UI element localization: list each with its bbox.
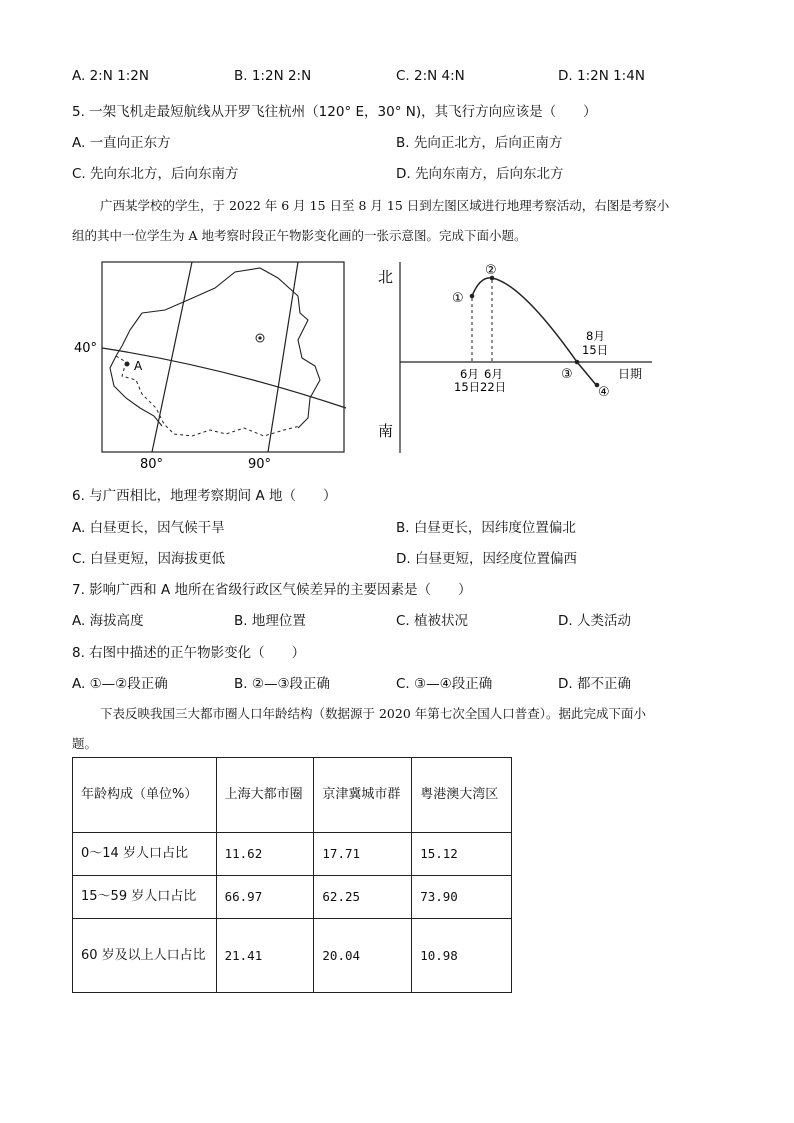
table-cell: 66.97 (216, 876, 314, 919)
table-header-row (73, 758, 512, 833)
q4-option-d: D. 1:2N 1:4N (558, 68, 645, 84)
table-row (73, 833, 512, 876)
north-label: 北 (378, 268, 394, 286)
table-cell: 21.41 (216, 919, 314, 993)
marker-4: ④ (598, 385, 610, 400)
q7-option-c: C. 植被状况 (396, 613, 469, 629)
date-jun22-day: 22日 (480, 380, 507, 394)
q7-option-a: A. 海拔高度 (72, 613, 144, 629)
q6-stem: 6. 与广西相比，地理考察期间 A 地（ ） (72, 488, 337, 504)
q6-option-c: C. 白昼更短，因海拔更低 (72, 551, 226, 567)
q8-option-c: C. ③—④段正确 (396, 676, 493, 692)
point-a-label: A (134, 359, 143, 373)
table-cell: 15.12 (412, 833, 512, 876)
intro1-line1: 广西某学校的学生，于 2022 年 6 月 15 日至 8 月 15 日到左图区域进行地理考察活动，右图是考察小 (100, 198, 670, 213)
region-map (70, 258, 355, 473)
q8-option-d: D. 都不正确 (558, 676, 631, 692)
intro2-line1: 下表反映我国三大都市圈人口年龄结构（数据源于 2020 年第七次全国人口普查）。据此完成下面小 (100, 706, 647, 721)
table-header-cell: 年龄构成（单位%） (73, 758, 217, 833)
meridian-90 (268, 262, 298, 452)
table-cell: 15～59 岁人口占比 (73, 876, 217, 919)
table-cell: 62.25 (314, 876, 412, 919)
q5-option-d: D. 先向东南方，后向东北方 (396, 166, 564, 182)
table-cell: 11.62 (216, 833, 314, 876)
q5-option-c: C. 先向东北方，后向东南方 (72, 166, 239, 182)
q5-option-b: B. 先向正北方，后向正南方 (396, 135, 563, 151)
table-cell: 17.71 (314, 833, 412, 876)
table-row (73, 876, 512, 919)
table-cell: 20.04 (314, 919, 412, 993)
date-jun15-day: 15日 (454, 380, 481, 394)
q8-option-b: B. ②—③段正确 (234, 676, 331, 692)
population-table (72, 757, 512, 993)
marker-3: ③ (561, 367, 573, 382)
lon-label-90: 90° (248, 457, 272, 472)
date-aug15-day: 15日 (582, 343, 609, 357)
date-jun15-month: 6月 (460, 367, 479, 381)
q6-option-d: D. 白昼更短，因经度位置偏西 (396, 551, 577, 567)
table-cell: 0～14 岁人口占比 (73, 833, 217, 876)
date-aug15-month: 8月 (586, 329, 605, 343)
q6-option-b: B. 白昼更长，因纬度位置偏北 (396, 520, 576, 536)
q8-option-a: A. ①—②段正确 (72, 676, 168, 692)
south-label: 南 (378, 422, 394, 440)
lat-label: 40° (74, 341, 98, 356)
table-cell: 60 岁及以上人口占比 (73, 919, 217, 993)
marker-2: ② (485, 263, 497, 278)
q5-option-a: A. 一直向正东方 (72, 135, 171, 151)
intro1-line2: 组的其中一位学生为 A 地考察时段正午物影变化画的一张示意图。完成下面小题。 (72, 228, 527, 243)
q4-option-c: C. 2:N 4:N (396, 68, 465, 84)
date-jun22-month: 6月 (484, 367, 503, 381)
q6-option-a: A. 白昼更长，因气候干旱 (72, 520, 225, 536)
q7-stem: 7. 影响广西和 A 地所在省级行政区气候差异的主要因素是（ ） (72, 582, 472, 598)
table-cell: 10.98 (412, 919, 512, 993)
q7-option-b: B. 地理位置 (234, 613, 306, 629)
q7-option-d: D. 人类活动 (558, 613, 631, 629)
intro2-line2: 题。 (72, 736, 98, 751)
q8-stem: 8. 右图中描述的正午物影变化（ ） (72, 645, 306, 661)
q5-stem: 5. 一架飞机走最短航线从开罗飞往杭州（120° E，30° N)，其飞行方向应该是（ ） (72, 104, 597, 120)
q4-option-b: B. 1:2N 2:N (234, 68, 312, 84)
table-header-cell: 京津冀城市群 (314, 758, 412, 833)
q4-option-a: A. 2:N 1:2N (72, 68, 149, 84)
map-frame (102, 262, 344, 452)
marker-1: ① (452, 291, 464, 306)
table-header-cell: 粤港澳大湾区 (412, 758, 512, 833)
table-header-cell: 上海大都市圈 (216, 758, 314, 833)
date-axis-label: 日期 (618, 367, 643, 381)
meridian-80 (152, 262, 192, 452)
table-cell: 73.90 (412, 876, 512, 919)
lon-label-80: 80° (140, 457, 164, 472)
table-row (73, 919, 512, 993)
point-a-dot (125, 362, 130, 367)
shadow-diagram (372, 258, 662, 458)
